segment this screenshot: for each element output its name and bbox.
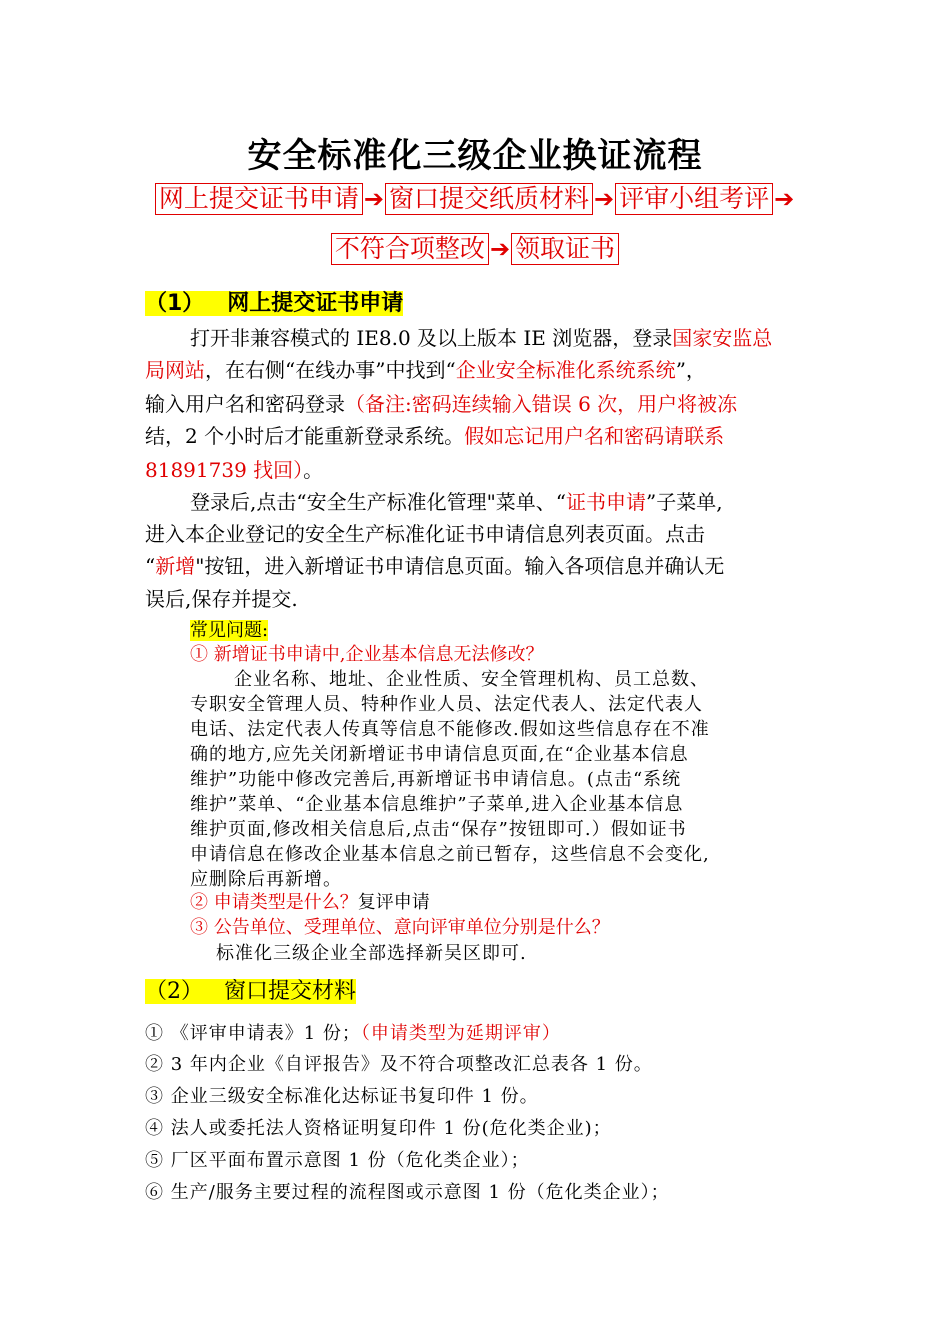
faq-question-1: ① 新增证书申请中,企业基本信息无法修改？ <box>190 644 544 665</box>
faq-answer-1-line-6: 维护”菜单、“企业基本信息维护”子菜单,进入企业基本信息 <box>190 794 684 815</box>
flow-step-rectification: 不符合项整改 <box>331 233 489 265</box>
faq-answer-1-line-3: 电话、法定代表人传真等信息不能修改.假如这些信息存在不准 <box>190 719 710 740</box>
para-1-line-2: 局网站，在右侧“在线办事”中找到“企业安全标准化系统系统”， <box>145 358 706 382</box>
section-2-heading <box>145 974 356 1005</box>
arrow-right-icon: ➔ <box>363 185 384 213</box>
material-item-5: ⑤ 厂区平面布置示意图 1 份（危化类企业）； <box>145 1150 530 1171</box>
section-2-number: （2） <box>145 979 203 1004</box>
material-item-1: ① 《评审申请表》1 份；（申请类型为延期评审） <box>145 1023 561 1044</box>
faq-question-3: ③ 公告单位、受理单位、意向评审单位分别是什么？ <box>190 917 610 938</box>
para-1-line-4: 结，2 个小时后才能重新登录系统。假如忘记用户名和密码请联系 <box>145 424 725 448</box>
para-2-line-4: 误后,保存并提交. <box>145 587 298 611</box>
faq-answer-1-line-9: 应删除后再新增。 <box>190 869 342 890</box>
process-flow-row-2 <box>0 233 950 265</box>
faq-answer-1-line-2: 专职安全管理人员、特种作业人员、法定代表人、法定代表人 <box>190 694 703 715</box>
faq-answer-1-line-8: 申请信息在修改企业基本信息之前已暂存，这些信息不会变化, <box>190 844 710 865</box>
flow-step-submit-paper: 窗口提交纸质材料 <box>385 183 593 215</box>
section-2-title: 窗口提交材料 <box>223 979 356 1004</box>
material-item-6: ⑥ 生产/服务主要过程的流程图或示意图 1 份（危化类企业）； <box>145 1182 670 1203</box>
flow-step-review: 评审小组考评 <box>615 183 773 215</box>
arrow-right-icon: ➔ <box>593 185 615 213</box>
document-title: 安全标准化三级企业换证流程 <box>247 136 703 176</box>
para-2-line-2: 进入本企业登记的安全生产标准化证书申请信息列表页面。点击 <box>145 522 705 546</box>
process-flow-row-1 <box>0 183 950 215</box>
para-2-line-1: 登录后,点击“安全生产标准化管理"菜单、“证书申请”子菜单, <box>190 490 723 514</box>
faq-answer-1-line-7: 维护页面,修改相关信息后,点击“保存”按钮即可.）假如证书 <box>190 819 687 840</box>
faq-question-2: ② 申请类型是什么？复评申请 <box>190 892 430 913</box>
faq-answer-3: 标准化三级企业全部选择新吴区即可. <box>216 943 527 964</box>
section-1-number: （1） <box>145 291 205 316</box>
faq-answer-1-line-1: 企业名称、地址、企业性质、安全管理机构、员工总数、 <box>234 669 709 690</box>
para-2-line-3: “新增"按钮，进入新增证书申请信息页面。输入各项信息并确认无 <box>145 554 725 578</box>
para-1-line-3: 输入用户名和密码登录（备注:密码连续输入错误 6 次，用户将被冻 <box>145 392 738 416</box>
faq-heading: 常见问题: <box>190 620 269 641</box>
material-item-3: ③ 企业三级安全标准化达标证书复印件 1 份。 <box>145 1086 539 1107</box>
material-item-4: ④ 法人或委托法人资格证明复印件 1 份(危化类企业)； <box>145 1118 612 1139</box>
faq-answer-1-line-5: 维护”功能中修改完善后,再新增证书申请信息。(点击“系统 <box>190 769 682 790</box>
flow-step-collect-certificate: 领取证书 <box>511 233 619 265</box>
section-1-title: 网上提交证书申请 <box>227 291 404 316</box>
para-1-line-5: 81891739 找回）。 <box>145 458 324 482</box>
arrow-right-icon: ➔ <box>774 185 795 213</box>
section-1-heading <box>145 286 403 317</box>
material-item-2: ② 3 年内企业《自评报告》及不符合项整改汇总表各 1 份。 <box>145 1054 653 1075</box>
flow-step-online-application: 网上提交证书申请 <box>155 183 363 215</box>
para-1-line-1: 打开非兼容模式的 IE8.0 及以上版本 IE 浏览器，登录国家安监总 <box>190 326 773 350</box>
arrow-right-icon: ➔ <box>489 235 511 263</box>
faq-answer-1-line-4: 确的地方,应先关闭新增证书申请信息页面,在“企业基本信息 <box>190 744 689 765</box>
